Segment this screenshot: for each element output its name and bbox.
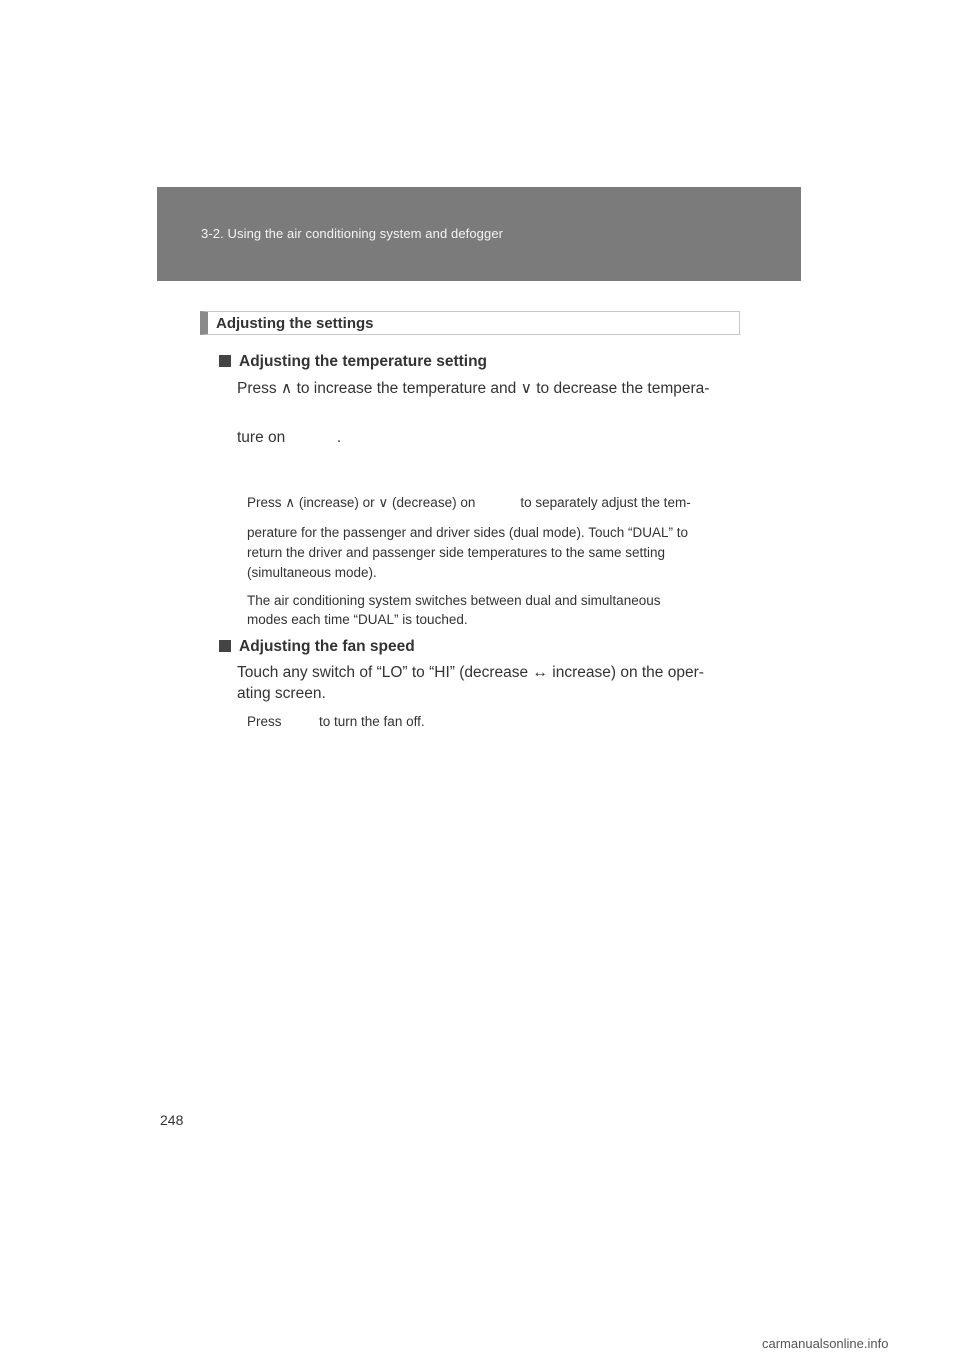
section-title: Adjusting the settings [216,315,374,332]
temperature-note-1-line-1: Press ∧ (increase) or ∨ (decrease) on to separately adjust the tem- [247,495,691,510]
fan-line-2: ating screen. [237,685,326,702]
chapter-header-band [157,187,801,281]
page-number: 248 [160,1112,184,1128]
fan-note-1: Press to turn the fan off. [247,714,425,729]
square-bullet-icon [219,355,231,367]
temperature-note-1-line-2: perature for the passenger and driver sides (dual mode). Touch “DUAL” to [247,525,688,540]
temperature-note-2-line-2: modes each time “DUAL” is touched. [247,612,468,627]
square-bullet-icon [219,640,231,652]
footer-watermark: carmanualsonline.info [762,1336,889,1351]
chapter-title: 3-2. Using the air conditioning system and defogger [201,226,504,241]
temperature-heading [219,353,487,371]
temperature-line-2: ture on . [237,429,342,446]
fan-heading [219,638,415,656]
temperature-line-1: Press ∧ to increase the temperature and ∨ to decrease the tempera- [237,380,710,397]
temperature-note-2-line-1: The air conditioning system switches between dual and simultaneous [247,593,661,608]
fan-heading-text: Adjusting the fan speed [239,638,415,655]
temperature-heading-text: Adjusting the temperature setting [239,353,488,370]
temperature-note-1-line-3: return the driver and passenger side temperatures to the same setting [247,545,665,560]
fan-line-1: Touch any switch of “LO” to “HI” (decrease ↔ increase) on the oper- [237,664,704,681]
temperature-note-1-line-4: (simultaneous mode). [247,565,377,580]
section-title-bar [200,311,740,335]
